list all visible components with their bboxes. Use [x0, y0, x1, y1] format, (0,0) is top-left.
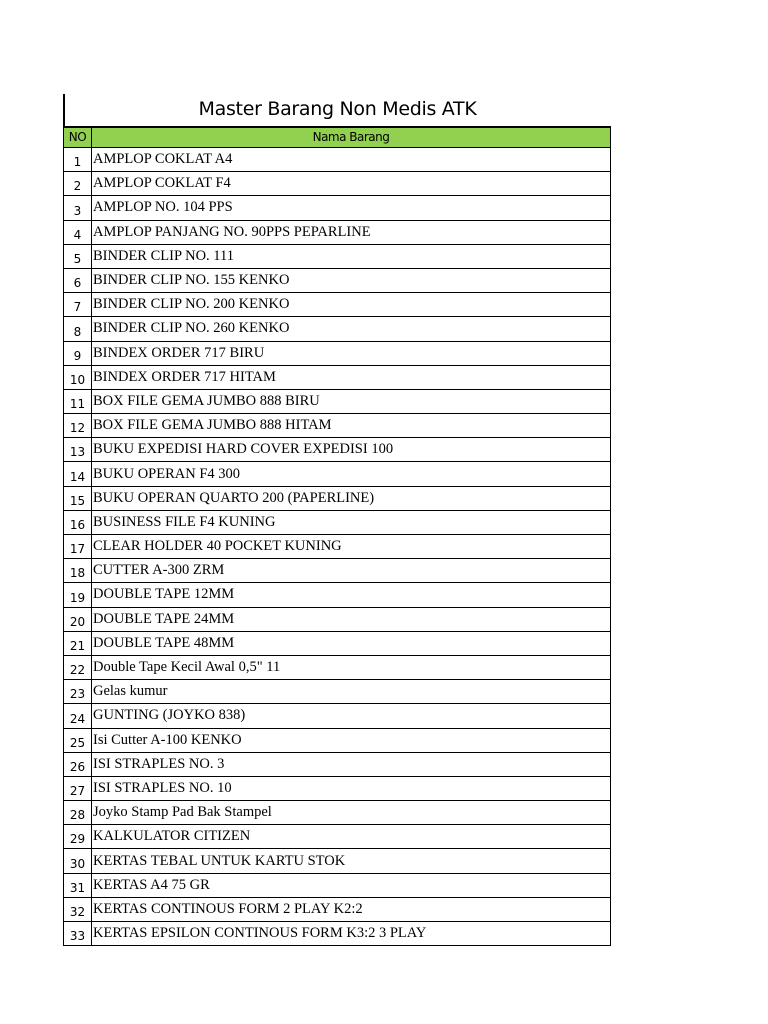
row-number-cell[interactable]: 29	[64, 825, 92, 849]
row-number-cell[interactable]: 2	[64, 172, 92, 196]
row-number-cell[interactable]: 7	[64, 293, 92, 317]
row-number-cell[interactable]: 15	[64, 486, 92, 510]
item-name-cell[interactable]: Isi Cutter A-100 KENKO	[92, 728, 611, 752]
table-row	[64, 268, 611, 292]
table-row	[64, 244, 611, 268]
item-name-cell[interactable]: BINDEX ORDER 717 HITAM	[92, 365, 611, 389]
item-name-cell[interactable]: AMPLOP NO. 104 PPS	[92, 196, 611, 220]
table-row	[64, 801, 611, 825]
row-number-cell[interactable]: 9	[64, 341, 92, 365]
row-number-cell[interactable]: 16	[64, 510, 92, 534]
row-number-cell[interactable]: 12	[64, 414, 92, 438]
table-row	[64, 776, 611, 800]
row-number-cell[interactable]: 4	[64, 220, 92, 244]
row-number-cell[interactable]: 30	[64, 849, 92, 873]
item-name-cell[interactable]: KERTAS EPSILON CONTINOUS FORM K3:2 3 PLAY	[92, 922, 611, 946]
row-number-cell[interactable]: 11	[64, 389, 92, 413]
row-number-cell[interactable]: 27	[64, 776, 92, 800]
item-name-cell[interactable]: BOX FILE GEMA JUMBO 888 HITAM	[92, 414, 611, 438]
table-header-row	[64, 127, 611, 148]
item-name-cell[interactable]: BINDER CLIP NO. 260 KENKO	[92, 317, 611, 341]
item-name-cell[interactable]: ISI STRAPLES NO. 3	[92, 752, 611, 776]
item-name-cell[interactable]: AMPLOP PANJANG NO. 90PPS PEPARLINE	[92, 220, 611, 244]
item-name-cell[interactable]: Joyko Stamp Pad Bak Stampel	[92, 801, 611, 825]
item-name-cell[interactable]: BUSINESS FILE F4 KUNING	[92, 510, 611, 534]
table-row	[64, 341, 611, 365]
item-name-cell[interactable]: BINDER CLIP NO. 200 KENKO	[92, 293, 611, 317]
row-number-cell[interactable]: 25	[64, 728, 92, 752]
item-name-cell[interactable]: CLEAR HOLDER 40 POCKET KUNING	[92, 535, 611, 559]
item-name-cell[interactable]: CUTTER A-300 ZRM	[92, 559, 611, 583]
page-title: Master Barang Non Medis ATK	[63, 94, 610, 126]
spreadsheet-page	[63, 94, 610, 946]
table-row	[64, 752, 611, 776]
table-row	[64, 873, 611, 897]
table-row	[64, 196, 611, 220]
row-number-cell[interactable]: 3	[64, 196, 92, 220]
table-row	[64, 631, 611, 655]
item-name-cell[interactable]: AMPLOP COKLAT A4	[92, 148, 611, 172]
table-row	[64, 293, 611, 317]
item-name-cell[interactable]: ISI STRAPLES NO. 10	[92, 776, 611, 800]
table-row	[64, 583, 611, 607]
table-row	[64, 849, 611, 873]
column-header-name: Nama Barang	[92, 127, 611, 148]
item-name-cell[interactable]: DOUBLE TAPE 24MM	[92, 607, 611, 631]
row-number-cell[interactable]: 24	[64, 704, 92, 728]
item-name-cell[interactable]: AMPLOP COKLAT F4	[92, 172, 611, 196]
table-row	[64, 825, 611, 849]
table-row	[64, 897, 611, 921]
table-row	[64, 389, 611, 413]
item-name-cell[interactable]: BINDEX ORDER 717 BIRU	[92, 341, 611, 365]
row-number-cell[interactable]: 31	[64, 873, 92, 897]
row-number-cell[interactable]: 19	[64, 583, 92, 607]
row-number-cell[interactable]: 14	[64, 462, 92, 486]
item-name-cell[interactable]: BINDER CLIP NO. 155 KENKO	[92, 268, 611, 292]
item-name-cell[interactable]: BUKU OPERAN QUARTO 200 (PAPERLINE)	[92, 486, 611, 510]
row-number-cell[interactable]: 18	[64, 559, 92, 583]
table-row	[64, 728, 611, 752]
row-number-cell[interactable]: 33	[64, 922, 92, 946]
item-name-cell[interactable]: DOUBLE TAPE 12MM	[92, 583, 611, 607]
table-row	[64, 462, 611, 486]
table-row	[64, 655, 611, 679]
row-number-cell[interactable]: 22	[64, 655, 92, 679]
table-row	[64, 922, 611, 946]
row-number-cell[interactable]: 26	[64, 752, 92, 776]
column-header-no: NO	[64, 127, 92, 148]
row-number-cell[interactable]: 10	[64, 365, 92, 389]
table-row	[64, 414, 611, 438]
row-number-cell[interactable]: 32	[64, 897, 92, 921]
table-row	[64, 172, 611, 196]
row-number-cell[interactable]: 5	[64, 244, 92, 268]
item-name-cell[interactable]: KERTAS A4 75 GR	[92, 873, 611, 897]
table-row	[64, 535, 611, 559]
item-name-cell[interactable]: KERTAS CONTINOUS FORM 2 PLAY K2:2	[92, 897, 611, 921]
item-name-cell[interactable]: BUKU EXPEDISI HARD COVER EXPEDISI 100	[92, 438, 611, 462]
item-name-cell[interactable]: KALKULATOR CITIZEN	[92, 825, 611, 849]
row-number-cell[interactable]: 17	[64, 535, 92, 559]
table-row	[64, 317, 611, 341]
row-number-cell[interactable]: 20	[64, 607, 92, 631]
row-number-cell[interactable]: 8	[64, 317, 92, 341]
table-row	[64, 148, 611, 172]
row-number-cell[interactable]: 13	[64, 438, 92, 462]
row-number-cell[interactable]: 23	[64, 680, 92, 704]
table-row	[64, 559, 611, 583]
table-row	[64, 220, 611, 244]
item-name-cell[interactable]: GUNTING (JOYKO 838)	[92, 704, 611, 728]
item-name-cell[interactable]: KERTAS TEBAL UNTUK KARTU STOK	[92, 849, 611, 873]
item-name-cell[interactable]: DOUBLE TAPE 48MM	[92, 631, 611, 655]
table-row	[64, 704, 611, 728]
table-row	[64, 486, 611, 510]
item-name-cell[interactable]: Double Tape Kecil Awal 0,5" 11	[92, 655, 611, 679]
row-number-cell[interactable]: 21	[64, 631, 92, 655]
table-body	[64, 148, 611, 946]
table-row	[64, 607, 611, 631]
item-name-cell[interactable]: BUKU OPERAN F4 300	[92, 462, 611, 486]
item-name-cell[interactable]: BINDER CLIP NO. 111	[92, 244, 611, 268]
items-table	[63, 126, 611, 946]
table-row	[64, 365, 611, 389]
item-name-cell[interactable]: BOX FILE GEMA JUMBO 888 BIRU	[92, 389, 611, 413]
table-row	[64, 438, 611, 462]
table-row	[64, 510, 611, 534]
row-number-cell[interactable]: 1	[64, 148, 92, 172]
row-number-cell[interactable]: 6	[64, 268, 92, 292]
item-name-cell[interactable]: Gelas kumur	[92, 680, 611, 704]
table-row	[64, 680, 611, 704]
row-number-cell[interactable]: 28	[64, 801, 92, 825]
